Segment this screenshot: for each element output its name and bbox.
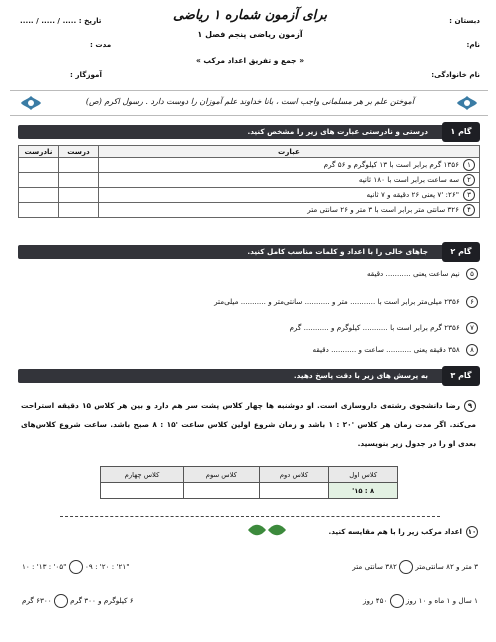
- section-2-title: جاهای خالی را با اعداد و کلمات مناسب کامل کنید.: [247, 247, 428, 256]
- blank[interactable]: ...........: [304, 297, 330, 306]
- section-3-step: گام ۳: [442, 366, 480, 386]
- question-9-text: رضا دانشجوی رشته‌ی داروسازی است. او دوشنبه ها چهار کلاس پشت سر هم دارد و بین هر کلاس ۱۵ دقیقه استراحت می‌کند. اگر مدت زمان هر کلاس '۲۰ : ۱ باشد و زمان شروع اولین کلاس ساعت '۱۵ : ۸ صبح باشد. ساعت شروع کلاس‌های بعدی او را در جدول زیر بنویسید.: [21, 401, 477, 448]
- comparison-item: ۶ کیلوگرم و ۳۰۰ گرم ۶۳۰۰ گرم: [22, 594, 134, 608]
- false-cell[interactable]: [19, 158, 59, 173]
- comparison-item: ۱ سال و ۱ ماه و ۱۰ روز ۴۵۰ روز: [363, 594, 478, 608]
- question-number: ۴: [463, 204, 475, 216]
- statement-text: سه ساعت برابر است با ۱۸۰ ثانیه: [358, 175, 459, 184]
- fill-blank-item: ۵ نیم ساعت یعنی ........... دقیقه: [20, 268, 478, 284]
- false-cell[interactable]: [19, 203, 59, 218]
- column-header-class-3: کلاس سوم: [183, 467, 259, 483]
- table-row: [19, 173, 480, 188]
- fill-blank-item: ۶ ۲۳۵۶ میلی‌متر برابر است با ........... متر و ........... سانتی‌متر و ........... میلی‌متر: [20, 296, 478, 312]
- statement-text: ۱۳۵۶ گرم برابر است با ۱۳ کیلوگرم و ۵۶ گرم: [323, 160, 459, 169]
- table-row: [19, 158, 480, 173]
- divider: [60, 516, 440, 517]
- class-1-time: ۸ : ۱۵': [329, 483, 398, 499]
- column-header-false: نادرست: [19, 146, 59, 158]
- school-label: دبستان :: [449, 16, 480, 25]
- family-name-label: نام خانوادگی:: [431, 70, 480, 79]
- blank[interactable]: ...........: [350, 297, 376, 306]
- true-cell[interactable]: [59, 158, 99, 173]
- section-2-step: گام ۲: [442, 242, 480, 262]
- question-10: [329, 526, 478, 538]
- table-row: [19, 188, 480, 203]
- name-label: نام:: [466, 40, 480, 49]
- fill-blank-item: ۷ ۲۳۵۶ گرم برابر است با ........... کیلوگرم و ........... گرم: [20, 322, 478, 338]
- teacher-label: آموزگار :: [70, 70, 102, 79]
- compare-circle[interactable]: [69, 560, 83, 574]
- brand-title: برای آزمون شماره ۱ ریاضی: [173, 8, 327, 23]
- compare-circle[interactable]: [390, 594, 404, 608]
- exam-subtitle: « جمع و تفریق اعداد مرکب »: [195, 56, 305, 65]
- true-cell[interactable]: [59, 173, 99, 188]
- question-number: ۵: [466, 268, 478, 280]
- statement-text: "۲۶: '۷ یعنی ۲۶ دقیقه و ۷ ثانیه: [366, 190, 459, 199]
- comparison-item: "۲۱' : ۲۰' : ۰۹ "۰۵' : ۱۳' : ۱۰: [22, 560, 130, 574]
- exam-title: آزمون ریاضی پنجم فصل ۱: [197, 30, 303, 39]
- ornament-icon: [20, 94, 42, 112]
- question-number: ۶: [466, 296, 478, 308]
- blank[interactable]: ...........: [331, 345, 357, 354]
- question-number: ۷: [466, 322, 478, 334]
- compare-circle[interactable]: [54, 594, 68, 608]
- ornament-icon: [456, 94, 478, 112]
- blank[interactable]: ...........: [303, 323, 329, 332]
- blank[interactable]: ...........: [386, 345, 412, 354]
- column-header-true: درست: [59, 146, 99, 158]
- section-3-title: به پرسش های زیر با دقت پاسخ دهید.: [293, 371, 428, 380]
- question-number: ۳: [463, 189, 475, 201]
- question-number: ۸: [466, 344, 478, 356]
- column-header-class-2: کلاس دوم: [259, 467, 329, 483]
- blank[interactable]: ...........: [362, 323, 388, 332]
- true-false-table: [18, 145, 480, 218]
- fill-blank-item: ۸ ۳۵۸ دقیقه یعنی ........... ساعت و ........... دقیقه: [20, 344, 478, 360]
- question-number: ۱: [463, 159, 475, 171]
- true-cell[interactable]: [59, 188, 99, 203]
- false-cell[interactable]: [19, 188, 59, 203]
- section-2-header: [10, 242, 488, 262]
- blank[interactable]: ...........: [240, 297, 266, 306]
- worksheet: [10, 6, 488, 636]
- table-row: [19, 203, 480, 218]
- duration-label: مدت :: [90, 40, 112, 49]
- section-3-header: [10, 366, 488, 386]
- true-cell[interactable]: [59, 203, 99, 218]
- question-10-title: اعداد مرکب زیر را با هم مقایسه کنید.: [328, 527, 462, 536]
- section-1-title: درستی و نادرستی عبارت های زیر را مشخص کنید.: [247, 127, 428, 136]
- leaf-ornament-icon: [246, 522, 288, 538]
- question-9: [21, 396, 476, 453]
- class-4-time[interactable]: [101, 483, 184, 499]
- class-2-time[interactable]: [259, 483, 329, 499]
- motto-text: آموختن علم بر هر مسلمانی واجب است ، بانا خداوند علم آموزان را دوست دارد . رسول اکرم (ص): [85, 97, 415, 106]
- section-1-step: گام ۱: [442, 122, 480, 142]
- blank[interactable]: ...........: [385, 269, 411, 278]
- class-3-time[interactable]: [183, 483, 259, 499]
- class-schedule-table: [100, 466, 398, 499]
- compare-circle[interactable]: [399, 560, 413, 574]
- question-number: ۹: [464, 400, 476, 412]
- date-label: تاریخ : ..... / ..... / .....: [20, 16, 102, 25]
- statement-text: ۳۲۶ سانتی متر برابر است با ۳ متر و ۲۶ سانتی متر: [307, 205, 459, 214]
- column-header-statement: عبارت: [99, 146, 480, 158]
- question-number: ۲: [463, 174, 475, 186]
- section-1-header: [10, 122, 488, 142]
- question-number: ۱۰: [467, 528, 477, 536]
- false-cell[interactable]: [19, 173, 59, 188]
- column-header-class-1: کلاس اول: [329, 467, 398, 483]
- column-header-class-4: کلاس چهارم: [101, 467, 184, 483]
- comparison-item: ۳ متر و ۸۲ سانتی‌متر ۳۸۲ سانتی متر: [352, 560, 478, 574]
